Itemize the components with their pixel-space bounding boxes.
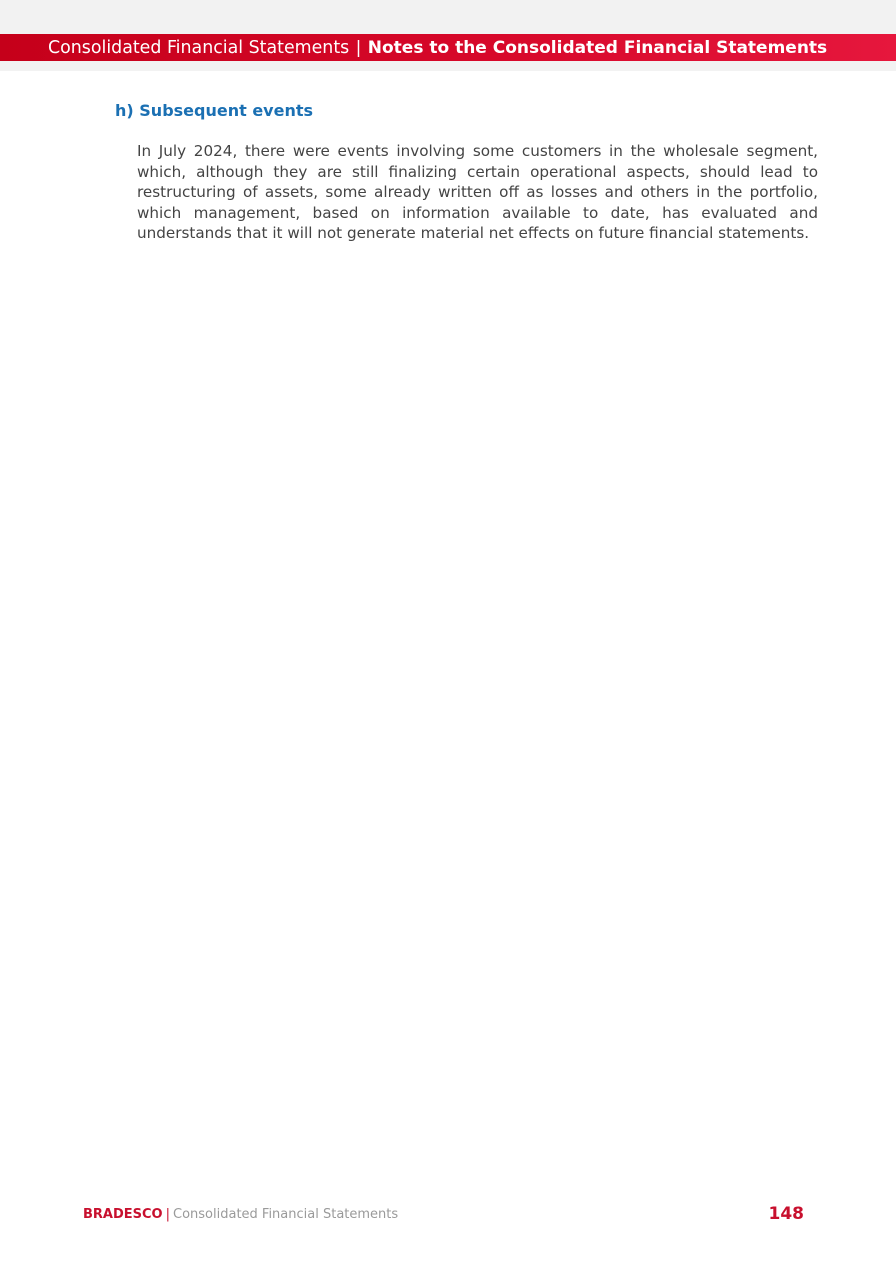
footer-document-title: Consolidated Financial Statements: [173, 1207, 399, 1222]
header-separator: |: [355, 38, 362, 58]
header-under-strip: [0, 61, 896, 71]
page-number: 148: [768, 1204, 804, 1224]
header-section-label: Consolidated Financial Statements: [48, 38, 350, 58]
body-paragraph: In July 2024, there were events involving some customers in the wholesale segment, which, although they are still finalizing certain operational aspects, should lead to restructuring of assets, some already written off as losses and others in the portfolio, which management, based on information available to date, has evaluated and understands that it will not generate material net effects on future financial statements.: [137, 142, 818, 242]
footer-brand: BRADESCO: [83, 1207, 163, 1222]
page-top-strip: [0, 0, 896, 34]
section-heading: h) Subsequent events: [115, 101, 314, 120]
footer-separator: |: [165, 1207, 170, 1222]
footer: [83, 1206, 398, 1224]
header-subsection-label: Notes to the Consolidated Financial Statements: [367, 38, 828, 58]
running-header: [48, 36, 827, 60]
